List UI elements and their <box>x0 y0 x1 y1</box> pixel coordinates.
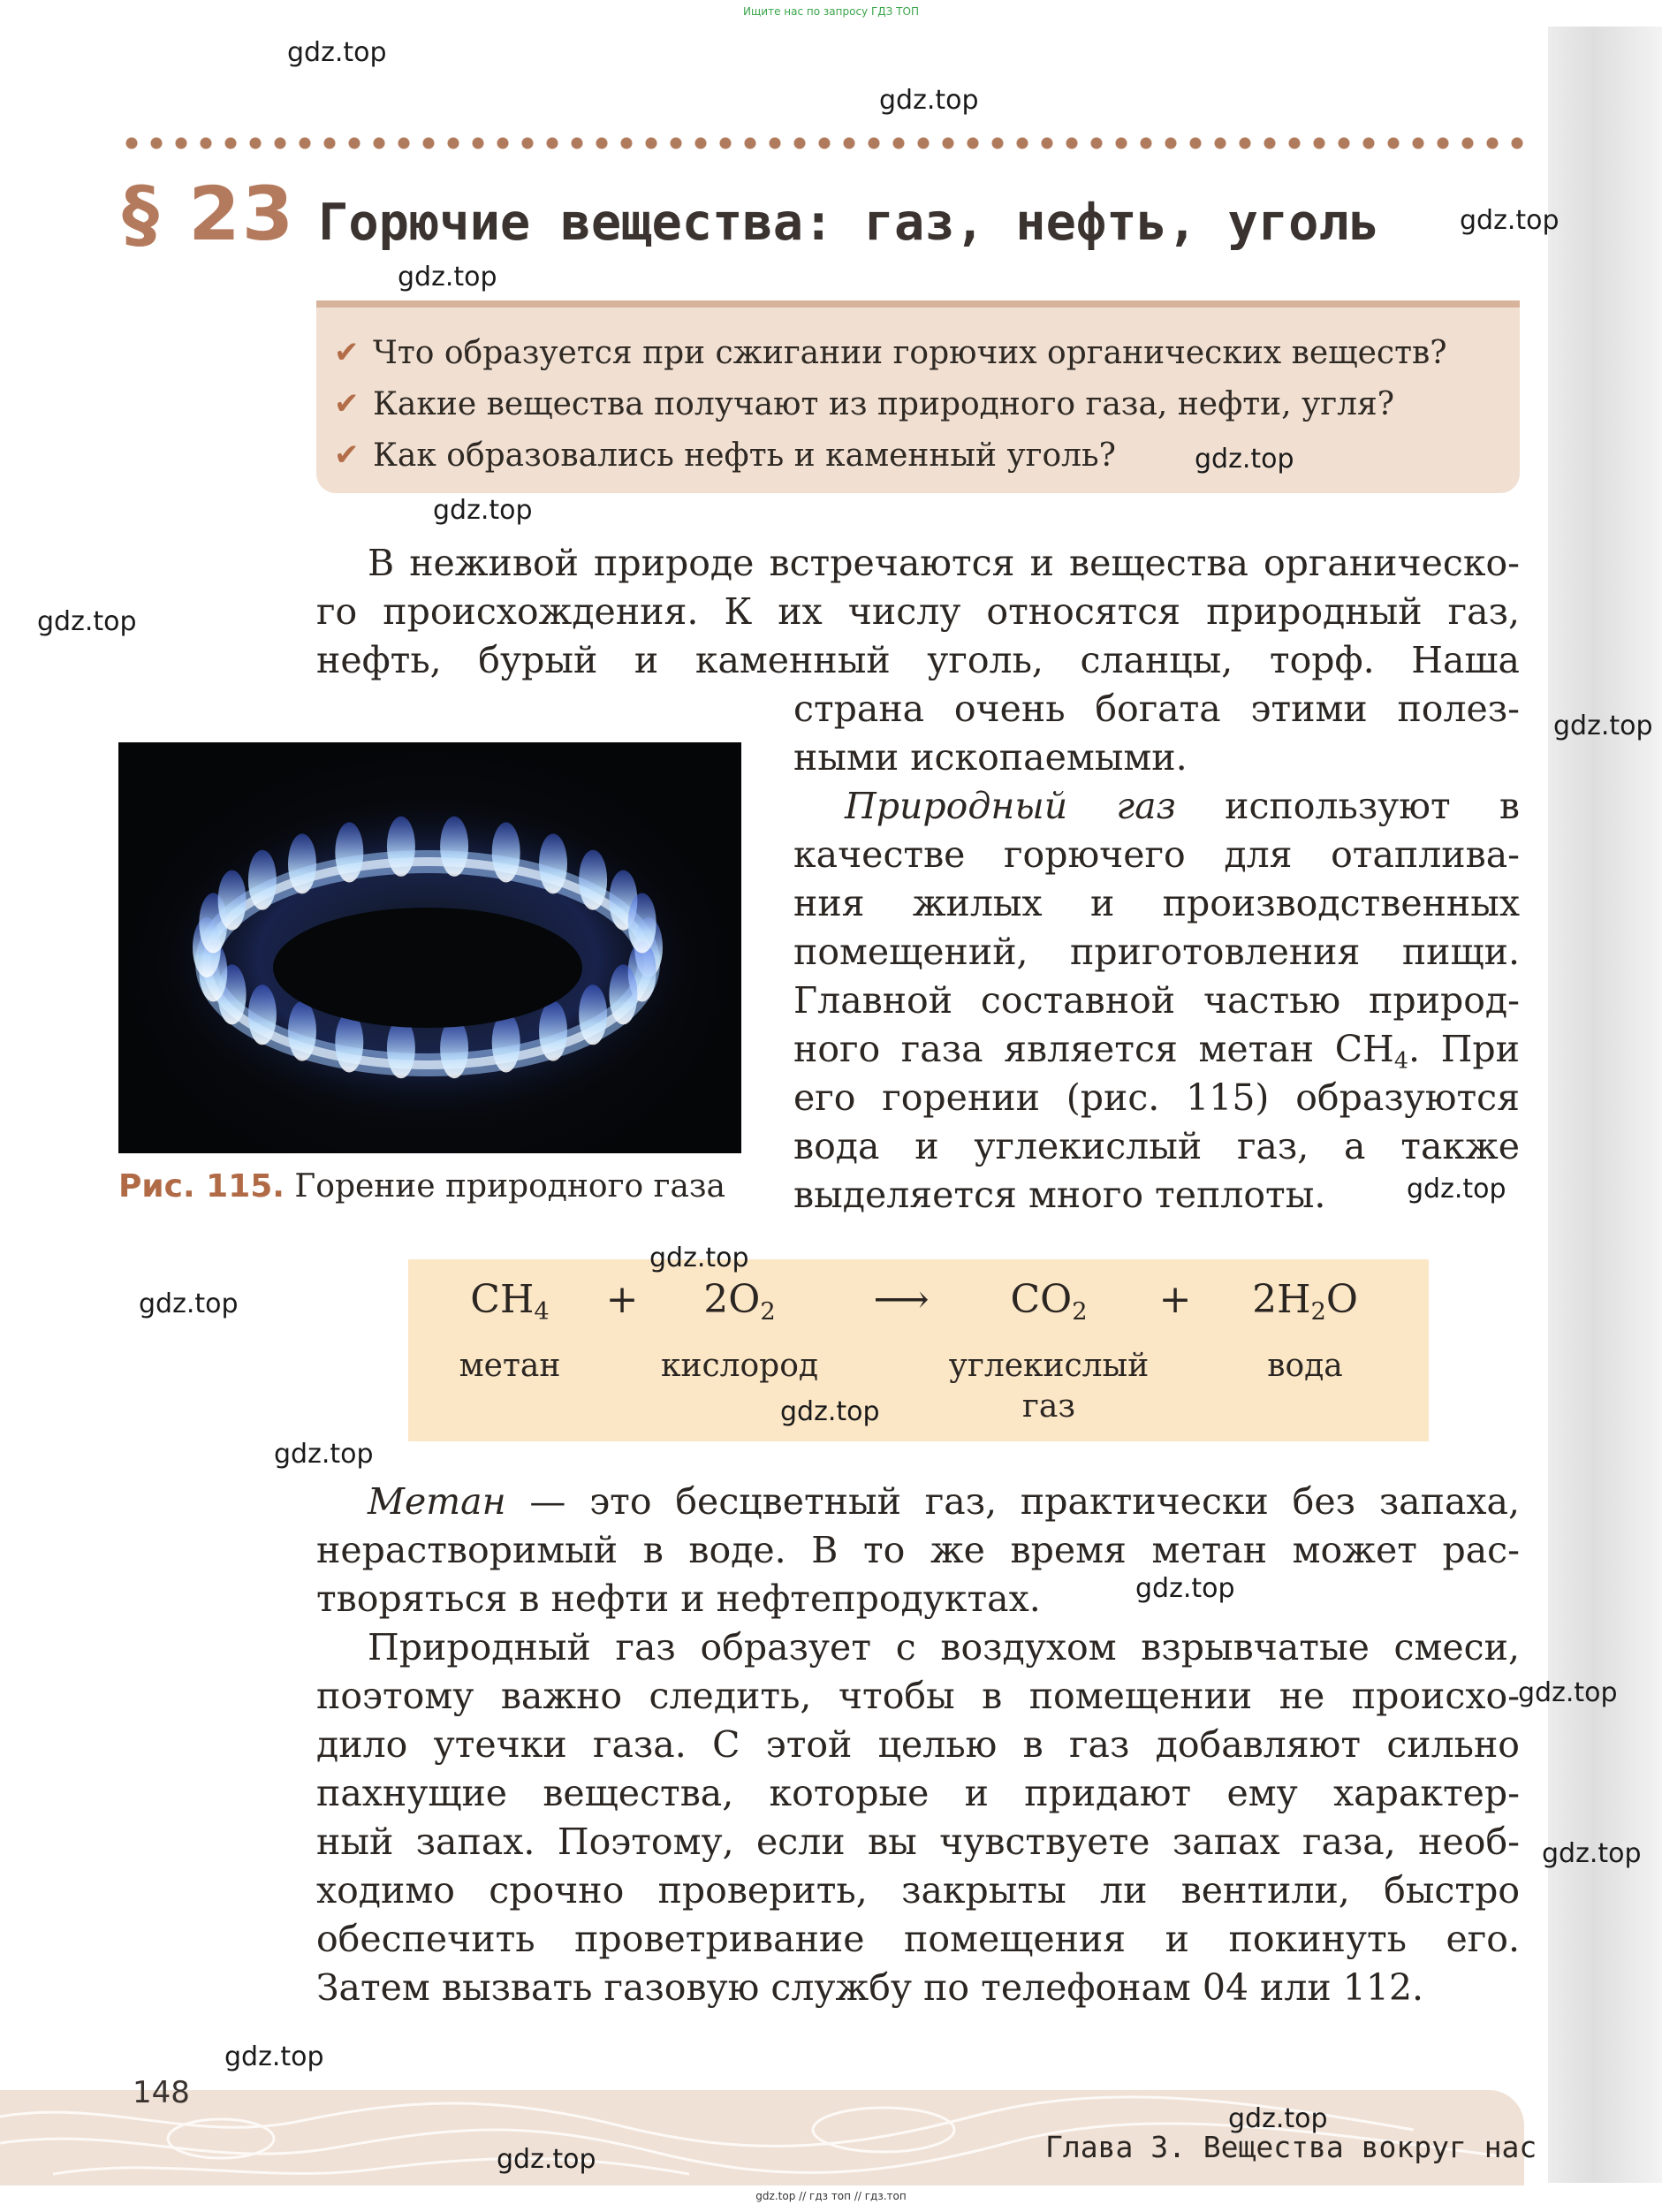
paragraph-natural-gas <box>793 685 1520 1220</box>
text-line: пахнущие вещества, которые и придают ему характер- <box>316 1772 1520 1814</box>
flame-tongue <box>579 984 607 1045</box>
flame-tongue <box>539 1001 567 1061</box>
flame-tongue <box>628 893 656 954</box>
figure-caption <box>118 1168 725 1205</box>
text-line: обеспечить проветривание помещения и покинуть его. <box>316 1918 1520 1960</box>
flame-tongue <box>248 984 277 1045</box>
flame-tongue <box>335 823 363 883</box>
text-line: Затем вызвать газовую службу по телефонам 04 или 112. <box>316 1966 1424 2009</box>
text-line: ния жилых и производственных <box>793 882 1520 924</box>
subscript: 2 <box>1310 1298 1326 1326</box>
text-line: качестве горючего для отаплива- <box>793 833 1520 876</box>
question-item <box>334 429 1520 481</box>
text-line: его горении (рис. 115) образуются <box>793 1076 1520 1119</box>
text-fragment: используют в <box>1175 785 1521 827</box>
chapter-title: Глава 3. Вещества вокруг нас <box>1045 2130 1537 2164</box>
text-line: творяться в нефти и нефтепродуктах. <box>316 1577 1041 1620</box>
formula-text: CH <box>470 1277 535 1322</box>
text-line: страна очень богата этими полез- <box>793 688 1520 730</box>
watermark: gdz.top <box>1228 2103 1328 2134</box>
subscript: 2 <box>1072 1298 1088 1326</box>
gas-flame-illustration <box>118 742 741 1153</box>
watermark: gdz.top <box>37 606 137 637</box>
watermark: gdz.top <box>1542 1838 1642 1869</box>
text-line: Природный газ образует с воздухом взрывчатые смеси, <box>368 1626 1520 1669</box>
formula-oxygen <box>673 1277 806 1326</box>
plus-sign: + <box>1158 1277 1192 1322</box>
flame-tongue <box>539 833 567 893</box>
watermark: gdz.top <box>1195 444 1294 475</box>
paragraph-methane <box>316 1478 1520 1623</box>
watermark: gdz.top <box>274 1439 374 1470</box>
watermark: gdz.top <box>398 262 497 293</box>
watermark: gdz.top <box>139 1288 239 1319</box>
questions-box <box>316 300 1520 493</box>
name-oxygen: кислород <box>660 1348 819 1384</box>
watermark: gdz.top <box>433 495 533 526</box>
text-fragment: — это бесцветный газ, практически без запаха, <box>505 1480 1520 1523</box>
text-line: помещений, приготовления пищи. <box>793 931 1520 973</box>
text-line: поэтому важно следить, чтобы в помещении не происхо- <box>316 1675 1520 1717</box>
flame-tongue <box>609 964 637 1024</box>
question-item <box>334 378 1520 429</box>
text-line: ный запах. Поэтому, если вы чувствуете запах газа, необ- <box>316 1821 1520 1863</box>
formula-text: 2O <box>703 1277 761 1322</box>
formula-water <box>1230 1277 1380 1326</box>
watermark: gdz.top <box>287 37 387 68</box>
flame-tongue <box>248 850 277 910</box>
flame-tongue <box>218 870 247 931</box>
term-methane: Метан <box>368 1480 506 1523</box>
question-text: Как образовались нефть и каменный уголь? <box>373 437 1116 474</box>
text-line: ходимо срочно проверить, закрыты ли вентили, быстро <box>316 1869 1520 1912</box>
flame-tongue <box>579 850 607 910</box>
name-line: углекислый <box>948 1348 1150 1384</box>
caption-text: Горение природного газа <box>284 1168 726 1205</box>
watermark: gdz.top <box>780 1396 880 1427</box>
flame-tongue <box>387 817 415 877</box>
reaction-arrow: ⟶ <box>873 1277 930 1322</box>
text-line: Главной составной частью природ- <box>793 979 1520 1022</box>
question-text: Какие вещества получают из природного газа, нефти, угля? <box>373 385 1394 422</box>
checkmark-icon: ✔ <box>334 437 360 473</box>
text-line: нерастворимый в воде. В то же время метан может рас- <box>316 1529 1520 1571</box>
checkmark-icon: ✔ <box>334 335 360 370</box>
dotted-divider <box>119 133 1524 154</box>
term-natural-gas: Природный газ <box>845 785 1176 827</box>
subscript: 2 <box>760 1298 776 1326</box>
formula-carbon-dioxide <box>983 1277 1115 1326</box>
text-line: вода и углекислый газ, а также <box>793 1125 1520 1167</box>
formula-text: CO <box>1010 1277 1073 1322</box>
name-line: газ <box>1022 1388 1075 1425</box>
text-line: выделяется много теплоты. <box>793 1174 1326 1216</box>
flame-tongue <box>288 833 316 893</box>
question-item <box>334 327 1520 378</box>
watermark: gdz.top <box>1518 1677 1618 1708</box>
text-line <box>316 1478 1520 1526</box>
text-line: нефть, бурый и каменный уголь, сланцы, торф. Наша <box>316 639 1520 681</box>
subscript: 4 <box>534 1298 550 1326</box>
text-fragment: . При <box>1408 1028 1520 1070</box>
bottom-banner: gdz.top // гдз топ // гдз.топ <box>755 2190 907 2202</box>
formula-text: O <box>1325 1277 1358 1322</box>
figure-label: Рис. 115. <box>118 1168 285 1205</box>
watermark: gdz.top <box>879 85 979 116</box>
question-text: Что образуется при сжигании горючих органических веществ? <box>373 334 1447 371</box>
text-line: ными ископаемыми. <box>793 736 1188 779</box>
section-number: § 23 <box>122 171 296 257</box>
watermark: gdz.top <box>497 2144 596 2175</box>
watermark: gdz.top <box>1553 711 1653 741</box>
watermark: gdz.top <box>224 2041 324 2072</box>
paragraph-safety <box>316 1623 1520 2012</box>
formula-methane <box>452 1277 567 1326</box>
watermark: gdz.top <box>1135 1573 1235 1604</box>
flame-tongue <box>440 817 468 877</box>
text-fragment: ного газа является метан CH <box>793 1028 1394 1070</box>
watermark: gdz.top <box>1407 1174 1506 1205</box>
flame-tongue <box>492 823 520 883</box>
text-line: го происхождения. К их числу относятся природный газ, <box>316 590 1520 633</box>
paragraph-intro <box>316 539 1520 685</box>
name-water: вода <box>1267 1348 1343 1384</box>
formula-text: 2H <box>1252 1277 1311 1322</box>
plus-sign: + <box>605 1277 639 1322</box>
name-methane: метан <box>459 1348 561 1384</box>
gas-flame-photo <box>118 742 741 1153</box>
text-line: В неживой природе встречаются и вещества органическо- <box>368 542 1520 584</box>
section-title: Горючие вещества: газ, нефть, уголь <box>318 194 1380 252</box>
reaction-equation <box>408 1259 1429 1441</box>
subscript: 4 <box>1393 1046 1408 1074</box>
text-line <box>793 782 1520 831</box>
top-banner: Ищите нас по запросу ГДЗ ТОП <box>743 5 919 18</box>
flame-tongue <box>288 1001 316 1061</box>
watermark: gdz.top <box>1460 205 1560 236</box>
text-line <box>793 1025 1520 1074</box>
checkmark-icon: ✔ <box>334 386 360 422</box>
watermark: gdz.top <box>649 1243 749 1273</box>
page-number: 148 <box>133 2075 190 2110</box>
name-carbon-dioxide <box>938 1346 1159 1427</box>
text-line: дило утечки газа. С этой целью в газ добавляют сильно <box>316 1723 1520 1766</box>
